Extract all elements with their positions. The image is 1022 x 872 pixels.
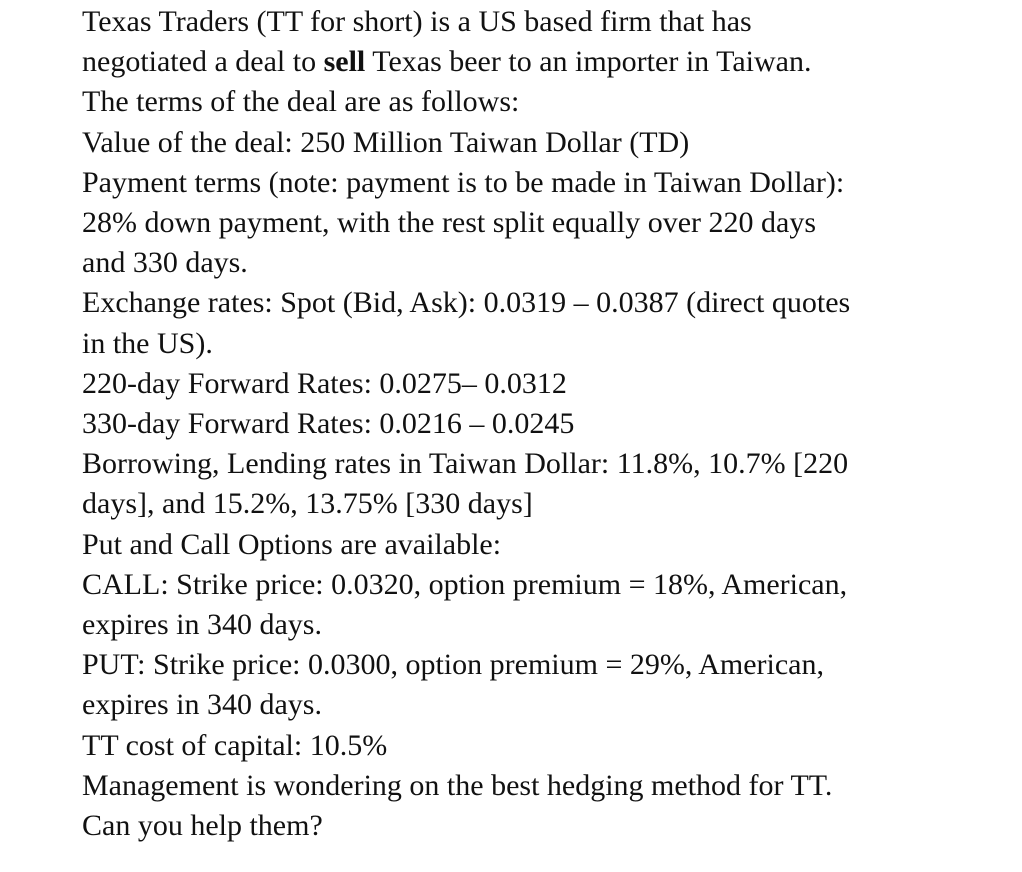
intro-line-2: [82, 42, 1012, 82]
payment-terms-line-2: 28% down payment, with the rest split equally over 220 days: [82, 206, 817, 240]
call-option-line-1: CALL: Strike price: 0.0320, option premium = 18%, American,: [82, 567, 848, 601]
borrowing-lending-line-1: Borrowing, Lending rates in Taiwan Dollar: 11.8%, 10.7% [220: [82, 447, 849, 481]
question-line-1: Management is wondering on the best hedging method for TT.: [82, 768, 833, 802]
payment-terms-line-1: Payment terms (note: payment is to be made in Taiwan Dollar):: [82, 165, 845, 199]
deal-value-line: Value of the deal: 250 Million Taiwan Dollar (TD): [82, 125, 690, 159]
question-line-2: Can you help them?: [82, 809, 323, 843]
put-option-line-1: PUT: Strike price: 0.0300, option premium = 29%, American,: [82, 648, 824, 682]
exchange-rates: [82, 283, 1012, 363]
forward-rate-220: [82, 364, 1012, 404]
question: [82, 766, 1012, 846]
payment-terms: [82, 163, 1012, 284]
call-option-line-2: expires in 340 days.: [82, 608, 322, 642]
borrowing-lending-line-2: days], and 15.2%, 13.75% [330 days]: [82, 487, 533, 521]
options-intro: [82, 525, 1012, 565]
forward-rate-220-line: 220-day Forward Rates: 0.0275– 0.0312: [82, 366, 567, 400]
borrowing-lending-rates: [82, 444, 1012, 524]
exchange-rates-line-2: in the US).: [82, 326, 213, 360]
forward-rate-330-line: 330-day Forward Rates: 0.0216 – 0.0245: [82, 407, 575, 441]
put-option: [82, 645, 1012, 725]
deal-value: [82, 123, 1012, 163]
problem-text: [82, 2, 1012, 846]
cost-of-capital-line: TT cost of capital: 10.5%: [82, 728, 388, 762]
intro-paragraph: [82, 2, 1012, 123]
intro-line-1: Texas Traders (TT for short) is a US based firm that has: [82, 5, 752, 38]
forward-rate-330: [82, 404, 1012, 444]
cost-of-capital: [82, 726, 1012, 766]
intro-line-3: The terms of the deal are as follows:: [82, 85, 520, 119]
payment-terms-line-3: and 330 days.: [82, 246, 248, 280]
sell-emphasis: sell: [323, 45, 366, 79]
call-option: [82, 565, 1012, 645]
options-intro-line: Put and Call Options are available:: [82, 527, 502, 561]
exchange-rates-line-1: Exchange rates: Spot (Bid, Ask): 0.0319 – 0.0387 (direct quotes: [82, 286, 851, 320]
intro-line-2-start: negotiated a deal to: [82, 45, 324, 79]
put-option-line-2: expires in 340 days.: [82, 688, 322, 722]
intro-line-2-end: Texas beer to an importer in Taiwan.: [365, 45, 812, 79]
